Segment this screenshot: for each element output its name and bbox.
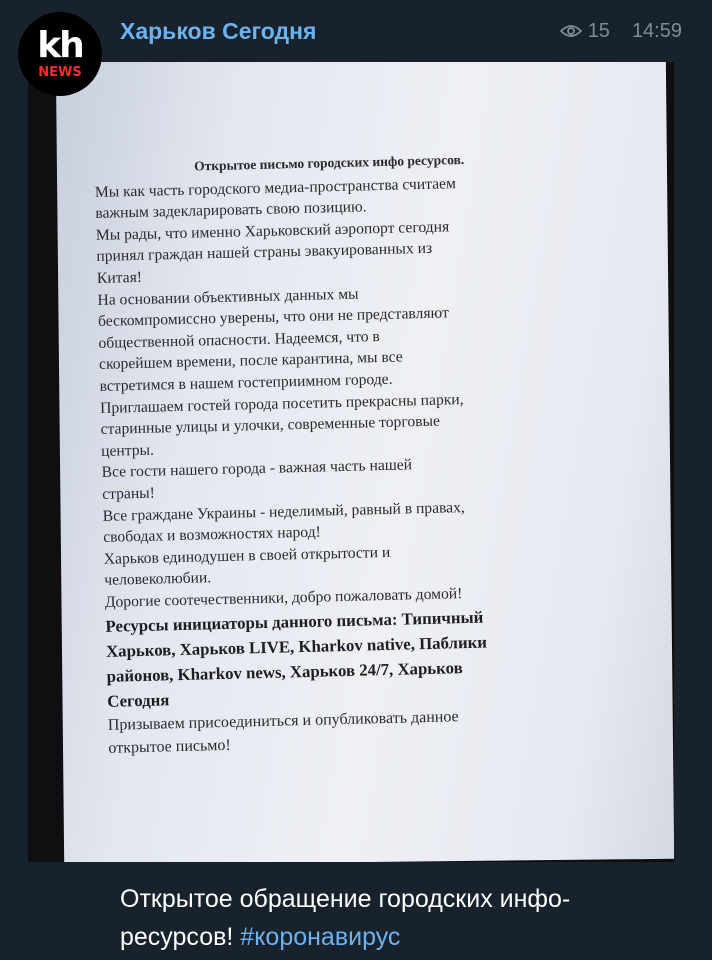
avatar-logo-text: kh [37, 25, 83, 66]
letter-body: Мы как часть городского медиа-пространства считаем важным задекларировать свою позицию. Мы рады, что именно Харьковский аэропорт сегодня принял граждан нашей страны эвакуированных из Китая! На основании объективных данных мы бескомпромиссно уверены, что они не представляют общественной опасности. Надеемся, что в скорейшем времени, после карантина, мы все встретимся в нашем гостеприимном городе. Приглашаем гостей города посетить прекрасны парки, старинные улицы и улочки, современные торговые центры. Все гости нашего города - важная часть нашей страны! Все граждане Украины - неделимый, равный в правах, свободах и возможностях народ! Харьков единодушен в своей открытости и человеколюбии. Дорогие соотечественники, добро пожаловать домой! [94, 174, 465, 611]
letter-title: Открытое письмо городских инфо ресурсов. [193, 151, 465, 174]
avatar-logo-subtext: NEWS [38, 65, 82, 80]
letter-closing: Призываем присоединиться и опубликовать данное открытое письмо! [107, 708, 459, 758]
letter-resources: Ресурсы инициаторы данного письма: Типичный Харьков, Харьков LIVE, Kharkov native, Паблики районов, Kharkov news, Харьков 24/7, Харьков Сегодня [105, 608, 488, 712]
eye-icon [560, 24, 582, 38]
post-time: 14:59 [631, 20, 682, 42]
post-caption [120, 880, 680, 956]
post-photo[interactable] [28, 62, 674, 862]
view-count: 15 [587, 20, 610, 42]
hashtag-link[interactable]: #коронавирус [240, 923, 401, 951]
post-meta [560, 19, 682, 43]
post-header [0, 0, 712, 80]
letter-text [94, 146, 619, 761]
channel-name[interactable]: Харьков Сегодня [120, 18, 317, 44]
caption-text: Открытое обращение городских инфо-ресурсов! [120, 885, 571, 951]
channel-avatar[interactable] [18, 12, 102, 96]
